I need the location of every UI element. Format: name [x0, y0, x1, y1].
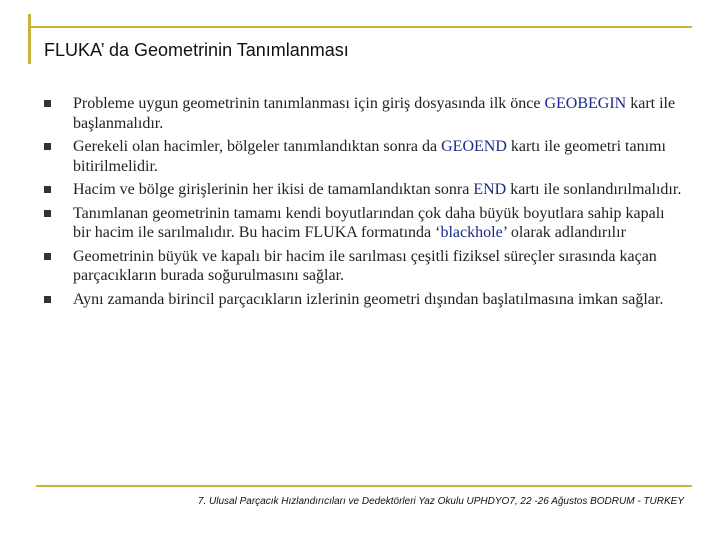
bullet-text: Tanımlanan geometrinin tamamı kendi boyutlarından çok daha büyük boyutlara sahip kapalı bir hacim ile sarılmalıdır. Bu hacim FLUKA formatında ‘ [73, 204, 665, 241]
slide-title: FLUKA’ da Geometrinin Tanımlanması [44, 40, 349, 60]
square-bullet-icon [44, 186, 51, 193]
square-bullet-icon [44, 143, 51, 150]
bullet-list [44, 94, 684, 313]
title-frame [28, 14, 692, 64]
bullet-item [44, 247, 684, 286]
bullet-item [44, 137, 684, 176]
square-bullet-icon [44, 296, 51, 303]
highlighted-keyword: GEOBEGIN [544, 95, 627, 112]
bullet-text: Probleme uygun geometrinin tanımlanması için giriş dosyasında ilk önce [73, 95, 545, 112]
bullet-text: Hacim ve bölge girişlerinin her ikisi de tamamlandıktan sonra [73, 181, 474, 198]
frame-horizontal-line [28, 26, 692, 28]
bullet-text: Aynı zamanda birincil parçacıkların izlerinin geometri dışından başlatılmasına imkan sağlar. [73, 290, 664, 308]
bullet-item [44, 204, 684, 243]
bullet-text: ’ olarak adlandırılır [502, 224, 626, 241]
bullet-text: kart ile başlanmalıdır. [73, 95, 676, 132]
square-bullet-icon [44, 100, 51, 107]
footer-text: 7. Ulusal Parçacık Hızlandırıcıları ve Dedektörleri Yaz Okulu UPHDYO7, 22 -26 Ağustos BODRUM - TURKEY [197, 496, 684, 507]
highlighted-keyword: blackhole [440, 224, 503, 241]
bullet-text: kartı ile sonlandırılmalıdır. [506, 181, 682, 198]
bullet-item [44, 94, 684, 133]
highlighted-keyword: GEOEND [441, 138, 507, 155]
square-bullet-icon [44, 210, 51, 217]
footer-divider [36, 485, 692, 487]
bullet-text: Geometrinin büyük ve kapalı bir hacim ile sarılması çeşitli fiziksel süreçler sırasında kaçan parçacıkların burada soğurulmasını sağlar. [73, 247, 657, 284]
square-bullet-icon [44, 253, 51, 260]
bullet-text: Gerekeli olan hacimler, bölgeler tanımlandıktan sonra da [73, 138, 442, 155]
frame-vertical-line [28, 14, 31, 64]
bullet-text: kartı ile geometri tanımı bitirilmelidir. [73, 138, 666, 175]
highlighted-keyword: END [473, 181, 507, 198]
bullet-item [44, 180, 684, 200]
bullet-item [44, 290, 684, 310]
